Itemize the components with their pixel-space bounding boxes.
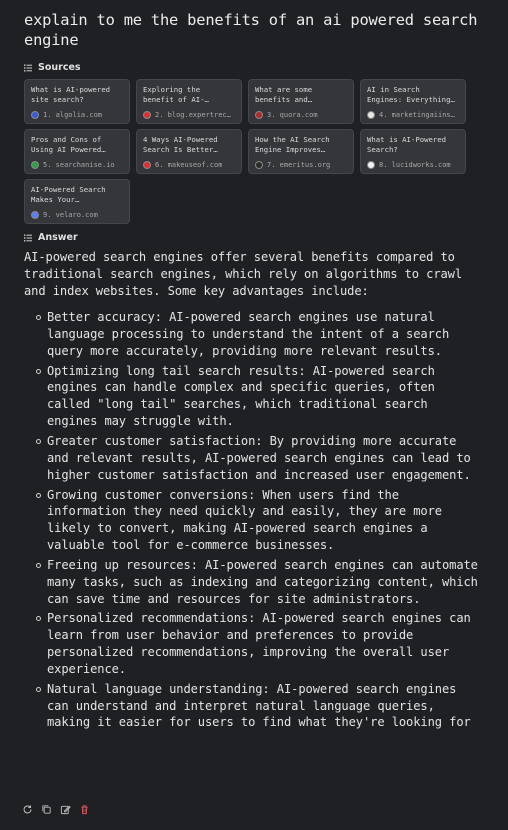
answer-point xyxy=(24,433,484,483)
answer-point xyxy=(24,610,484,677)
bullet-icon xyxy=(36,563,41,568)
answer-point-text: Greater customer satisfaction: By providing more accurate and relevant results, AI-powered search engines can lead to higher customer satisfaction and increased user engagement. xyxy=(47,433,471,482)
source-domain: 8. lucidworks.com xyxy=(379,161,451,169)
source-title: Pros and Cons of Using AI Powered xyxy=(31,135,102,154)
sources-label: Sources xyxy=(38,62,81,73)
answer-label: Answer xyxy=(38,232,78,243)
answer-points xyxy=(24,309,484,731)
source-title: What is AI-Powered Search? xyxy=(367,135,447,154)
favicon-icon xyxy=(367,161,375,169)
answer-point xyxy=(24,309,484,359)
source-card[interactable] xyxy=(136,129,242,174)
sources-heading xyxy=(24,62,484,73)
bullet-icon xyxy=(36,439,41,444)
answer-point-text: Personalized recommendations: AI-powered search engines can learn from user behavior and preferences to provide personalized recommendations, improving the overall user experience. xyxy=(47,611,471,676)
source-title: What is AI-powered site search? xyxy=(31,85,111,104)
answer-point-text: Natural language understanding: AI-powered search engines can understand and interpret natural language queries, making it easier for users to find what they're looking for xyxy=(47,681,471,730)
answer-point xyxy=(24,681,484,731)
source-title: What are some benefits and xyxy=(255,85,313,104)
source-card[interactable] xyxy=(248,129,354,174)
source-domain: 5. searchanise.io xyxy=(43,161,115,169)
answer-point-text: Freeing up resources: AI-powered search engines can automate many tasks, such as indexing and categorizing content, which can save time and resources for site administrators. xyxy=(47,557,478,606)
source-domain: 1. algolia.com xyxy=(43,111,103,119)
source-title: Exploring the benefit of AI- xyxy=(143,85,205,104)
refresh-icon[interactable] xyxy=(22,804,33,815)
source-card[interactable] xyxy=(24,79,130,124)
favicon-icon xyxy=(143,161,151,169)
conversation xyxy=(24,10,484,734)
favicon-icon xyxy=(31,111,39,119)
source-meta xyxy=(255,161,347,169)
favicon-icon xyxy=(31,211,39,219)
source-meta xyxy=(31,211,123,219)
answer-point-text: Better accuracy: AI-powered search engines use natural language processing to understand the intent of a search query more accurately, providing more relevant results. xyxy=(47,310,450,358)
favicon-icon xyxy=(255,161,263,169)
source-title: How the AI Search Engine Improves… xyxy=(255,135,330,154)
source-meta xyxy=(31,161,123,169)
copy-icon[interactable] xyxy=(41,804,52,815)
source-meta xyxy=(367,111,459,119)
source-card[interactable] xyxy=(136,79,242,124)
favicon-icon xyxy=(31,161,39,169)
answer-point xyxy=(24,557,484,607)
source-title: AI-Powered Search Makes Your xyxy=(31,185,106,204)
list-icon xyxy=(24,234,32,242)
bullet-icon xyxy=(36,315,41,320)
question-heading: explain to me the benefits of an ai powered search engine xyxy=(24,11,478,49)
source-domain: 2. blog.expertrec… xyxy=(155,111,231,119)
message-toolbar xyxy=(22,804,90,815)
favicon-icon xyxy=(255,111,263,119)
source-meta xyxy=(143,111,235,119)
source-domain: 7. emeritus.org xyxy=(267,161,331,169)
source-domain: 3. quora.com xyxy=(267,111,318,119)
list-icon xyxy=(24,64,32,72)
answer-intro: AI-powered search engines offer several benefits compared to traditional search engines, which rely on algorithms to crawl and index websites. Some key advantages include: xyxy=(24,250,463,298)
favicon-icon xyxy=(143,111,151,119)
source-title: 4 Ways AI-Powered Search Is Better xyxy=(143,135,218,154)
source-title: AI in Search Engines: Everything xyxy=(367,85,451,104)
bullet-icon xyxy=(36,616,41,621)
source-card[interactable] xyxy=(360,79,466,124)
bullet-icon xyxy=(36,687,41,692)
favicon-icon xyxy=(367,111,375,119)
trash-icon[interactable] xyxy=(79,804,90,815)
edit-icon[interactable] xyxy=(60,804,71,815)
answer-point xyxy=(24,487,484,554)
bullet-icon xyxy=(36,493,41,498)
source-domain: 6. makeuseof.com xyxy=(155,161,223,169)
answer-point-text: Optimizing long tail search results: AI-powered search engines can handle complex and specific queries, often called "long tail" searches, which traditional search engines may struggle with. xyxy=(47,363,435,428)
source-card[interactable] xyxy=(24,129,130,174)
source-domain: 4. marketingaiins… xyxy=(379,111,455,119)
source-card[interactable] xyxy=(248,79,354,124)
source-meta xyxy=(31,111,123,119)
answer-point-text: Growing customer conversions: When users find the information they need quickly and easily, they are more likely to convert, making AI-powered search engines a valuable tool for e-commerce businesses. xyxy=(47,487,442,552)
source-meta xyxy=(367,161,459,169)
bullet-icon xyxy=(36,369,41,374)
answer-point xyxy=(24,363,484,430)
source-domain: 9. velaro.com xyxy=(43,211,98,219)
sources-grid xyxy=(24,79,484,224)
source-meta xyxy=(255,111,347,119)
source-card[interactable] xyxy=(24,179,130,224)
source-meta xyxy=(143,161,235,169)
answer-heading xyxy=(24,232,484,243)
source-card[interactable] xyxy=(360,129,466,174)
